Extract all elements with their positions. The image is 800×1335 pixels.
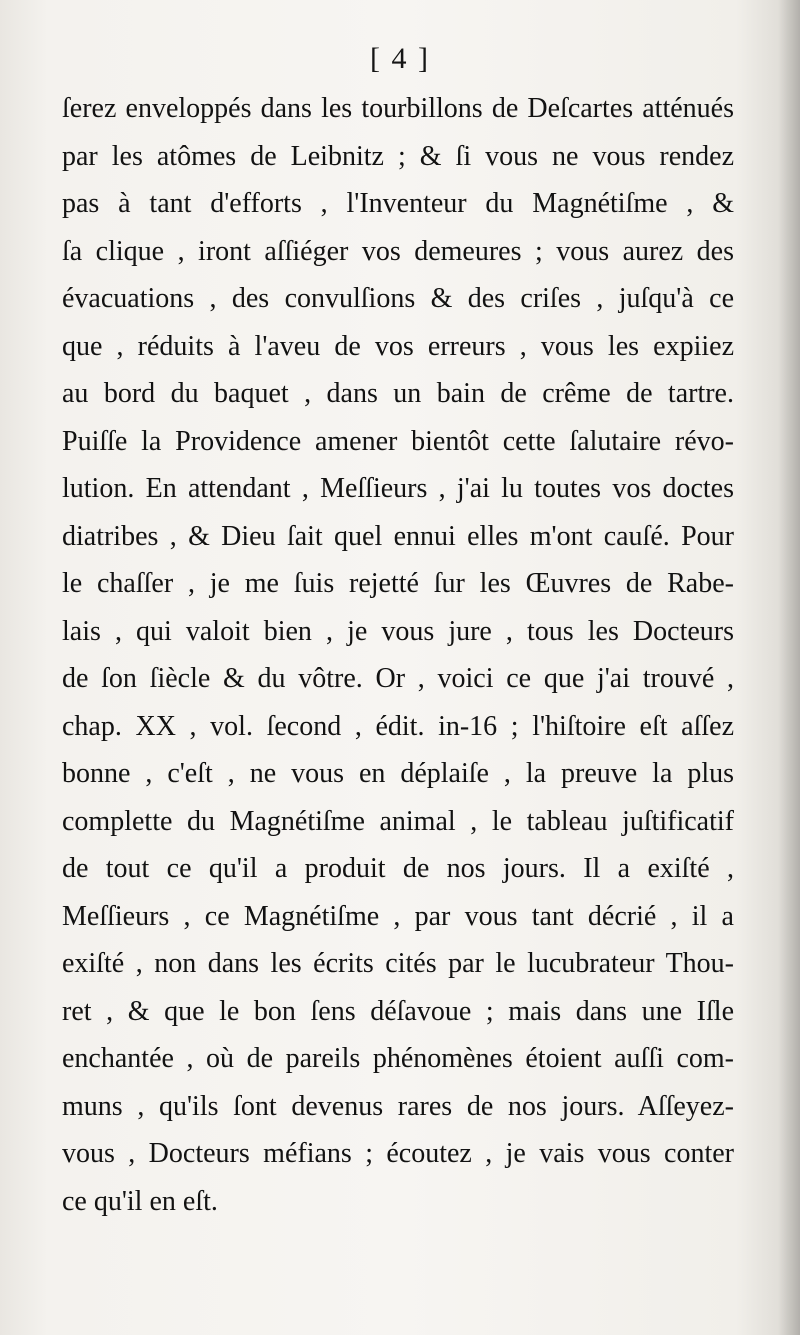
text-line-last: ce qu'il en eſt. xyxy=(62,1185,218,1217)
text-line: de ſon ſiècle & du vôtre. Or , voici ce que j'ai trouvé , xyxy=(62,663,734,694)
text-line: muns , qu'ils ſont devenus rares de nos jours. Aſſeyez- xyxy=(62,1090,734,1122)
text-line: ſerez enveloppés dans les tourbillons de Deſcartes atténués xyxy=(62,93,734,124)
text-line: par les atômes de Leibnitz ; & ſi vous ne vous rendez xyxy=(62,140,734,172)
text-line: Puiſſe la Providence amener bientôt cette ſalutaire révo- xyxy=(62,425,734,457)
text-line: pas à tant d'efforts , l'Inventeur du Magnétiſme , & xyxy=(62,188,734,219)
text-line: ſa clique , iront aſſiéger vos demeures ; vous aurez des xyxy=(62,235,734,267)
text-line: exiſté , non dans les écrits cités par le lucubrateur Thou- xyxy=(62,948,734,979)
text-line: lution. En attendant , Meſſieurs , j'ai lu toutes vos doctes xyxy=(62,473,734,504)
body-text xyxy=(62,85,734,1225)
text-line: bonne , c'eſt , ne vous en déplaiſe , la preuve la plus xyxy=(62,758,734,789)
text-line: complette du Magnétiſme animal , le tableau juſtificatif xyxy=(62,805,734,837)
page-number: [ 4 ] xyxy=(370,42,430,75)
text-line: enchantée , où de pareils phénomènes étoient auſſi com- xyxy=(62,1043,734,1074)
text-line: lais , qui valoit bien , je vous jure , tous les Docteurs xyxy=(62,615,734,647)
text-line: Meſſieurs , ce Magnétiſme , par vous tant décrié , il a xyxy=(62,900,734,932)
page-edge-shadow xyxy=(778,0,800,1335)
text-line: au bord du baquet , dans un bain de crême de tartre. xyxy=(62,378,734,409)
text-line: de tout ce qu'il a produit de nos jours. Il a exiſté , xyxy=(62,853,734,884)
text-line: chap. XX , vol. ſecond , édit. in-16 ; l'hiſtoire eſt aſſez xyxy=(62,710,734,742)
text-line: le chaſſer , je me ſuis rejetté ſur les Œuvres de Rabe- xyxy=(62,568,734,599)
text-line: que , réduits à l'aveu de vos erreurs , vous les expiiez xyxy=(62,330,734,362)
text-line: évacuations , des convulſions & des criſes , juſqu'à ce xyxy=(62,283,734,314)
text-line: diatribes , & Dieu ſait quel ennui elles m'ont cauſé. Pour xyxy=(62,520,734,552)
text-line: vous , Docteurs méfians ; écoutez , je vais vous conter xyxy=(62,1138,734,1169)
text-line: ret , & que le bon ſens déſavoue ; mais dans une Iſle xyxy=(62,995,734,1027)
